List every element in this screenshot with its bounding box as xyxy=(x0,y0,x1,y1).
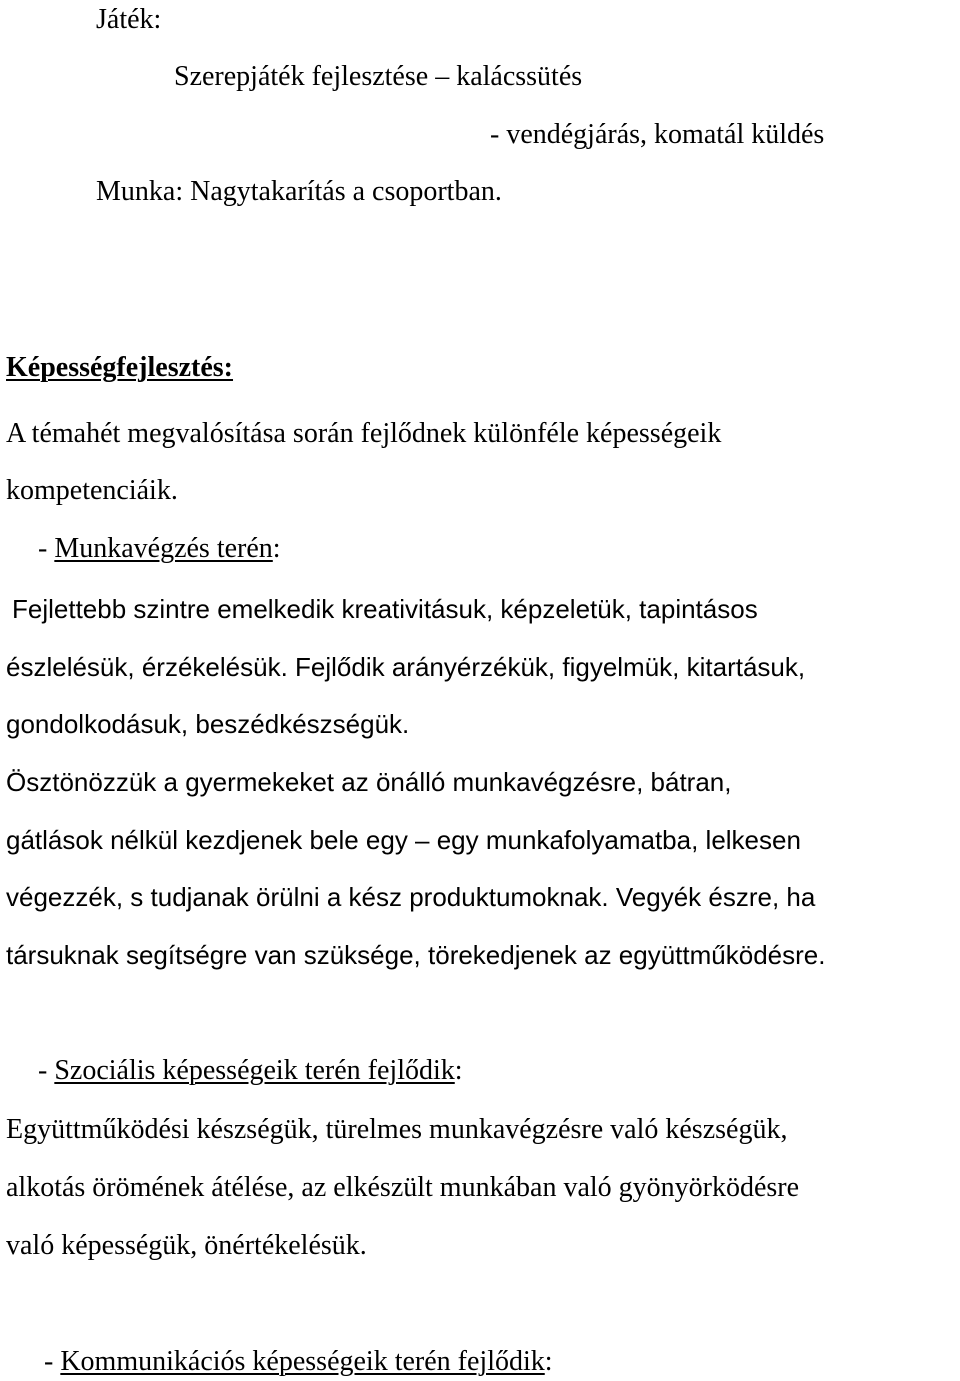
work-text-line-4: Ösztönözzük a gyermekeket az önálló munkavégzésre, bátran, xyxy=(6,767,732,797)
work-section-colon: : xyxy=(272,533,281,564)
work-text-line-2: észlelésük, érzékelésük. Fejlődik arányérzékük, figyelmük, kitartásuk, xyxy=(6,652,806,682)
communication-section-heading xyxy=(44,1346,553,1378)
work-text-line-6: végezzék, s tudjanak örülni a kész produktumoknak. Vegyék észre, ha xyxy=(6,882,816,912)
skills-intro-line-2: kompetenciáik. xyxy=(6,475,178,506)
communication-section-title: Kommunikációs képességeik terén fejlődik xyxy=(60,1346,545,1377)
work-section-title: Munkavégzés terén xyxy=(54,533,273,564)
game-label: Játék: xyxy=(96,4,162,35)
work-line: Munka: Nagytakarítás a csoportban. xyxy=(96,176,502,207)
work-text-line-7: társuknak segítségre van szüksége, törekedjenek az együttműködésre. xyxy=(6,940,826,970)
social-section-colon: : xyxy=(454,1055,463,1086)
social-text-line-3: való képességük, önértékelésük. xyxy=(6,1230,367,1261)
social-text-line-2: alkotás örömének átélése, az elkészült munkában való gyönyörködésre xyxy=(6,1172,800,1203)
social-section-title: Szociális képességeik terén fejlődik xyxy=(54,1055,455,1086)
skills-heading: Képességfejlesztés: xyxy=(6,352,234,383)
social-text-line-1: Együttműködési készségük, türelmes munkavégzésre való készségük, xyxy=(6,1114,788,1145)
communication-section-colon: : xyxy=(544,1346,553,1377)
communication-section-dash: - xyxy=(44,1346,61,1377)
skills-intro-line-1: A témahét megvalósítása során fejlődnek különféle képességeik xyxy=(6,418,722,449)
work-section-heading xyxy=(38,533,281,565)
work-text-line-5: gátlások nélkül kezdjenek bele egy – egy munkafolyamatba, lelkesen xyxy=(6,825,801,855)
social-section-dash: - xyxy=(38,1055,55,1086)
work-section-dash: - xyxy=(38,533,55,564)
roleplay-line: Szerepjáték fejlesztése – kalácssütés xyxy=(174,61,583,92)
work-text-line-3: gondolkodásuk, beszédkészségük. xyxy=(6,709,410,739)
social-section-heading xyxy=(38,1055,463,1087)
work-text-line-1: Fejlettebb szintre emelkedik kreativitásuk, képzeletük, tapintásos xyxy=(12,594,758,624)
roleplay-continuation: - vendégjárás, komatál küldés xyxy=(490,119,825,150)
